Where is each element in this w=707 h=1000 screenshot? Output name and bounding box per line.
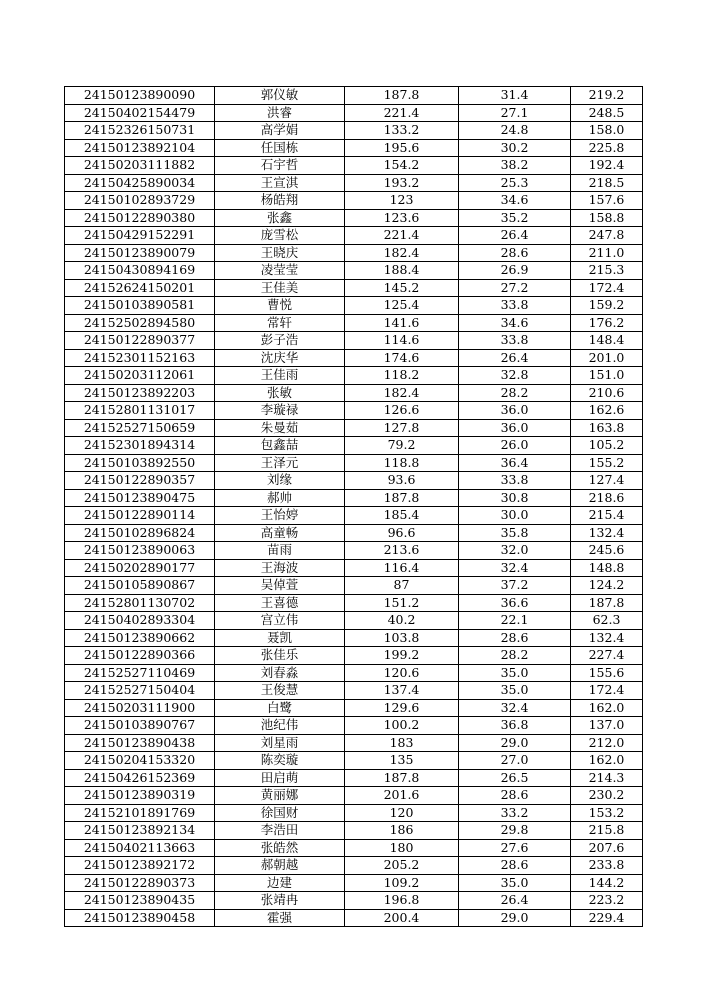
score-a-cell: 120.6	[345, 664, 459, 682]
candidate-id-cell: 24152801131017	[65, 402, 215, 420]
score-b-cell: 33.8	[459, 332, 571, 350]
table-row	[65, 752, 643, 770]
score-b-cell: 32.0	[459, 542, 571, 560]
table-row	[65, 857, 643, 875]
candidate-name-cell: 王喜德	[215, 594, 345, 612]
candidate-name-cell: 王海波	[215, 559, 345, 577]
score-b-cell: 25.3	[459, 174, 571, 192]
candidate-name-cell: 任国栋	[215, 139, 345, 157]
total-score-cell: 214.3	[571, 769, 643, 787]
score-a-cell: 187.8	[345, 489, 459, 507]
candidate-id-cell: 24150122890373	[65, 874, 215, 892]
candidate-name-cell: 刘星雨	[215, 734, 345, 752]
total-score-cell: 227.4	[571, 647, 643, 665]
candidate-id-cell: 24150123892104	[65, 139, 215, 157]
score-a-cell: 123	[345, 192, 459, 210]
table-row	[65, 437, 643, 455]
table-row	[65, 244, 643, 262]
total-score-cell: 159.2	[571, 297, 643, 315]
total-score-cell: 210.6	[571, 384, 643, 402]
candidate-id-cell: 24150123890090	[65, 87, 215, 105]
score-b-cell: 24.8	[459, 122, 571, 140]
score-b-cell: 31.4	[459, 87, 571, 105]
total-score-cell: 215.3	[571, 262, 643, 280]
candidate-name-cell: 白鹭	[215, 699, 345, 717]
total-score-cell: 219.2	[571, 87, 643, 105]
candidate-name-cell: 李璇禄	[215, 402, 345, 420]
table-row	[65, 472, 643, 490]
score-a-cell: 135	[345, 752, 459, 770]
score-a-cell: 103.8	[345, 629, 459, 647]
score-a-cell: 187.8	[345, 769, 459, 787]
score-a-cell: 79.2	[345, 437, 459, 455]
score-a-cell: 141.6	[345, 314, 459, 332]
candidate-id-cell: 24152527110469	[65, 664, 215, 682]
score-a-cell: 109.2	[345, 874, 459, 892]
candidate-name-cell: 田启萌	[215, 769, 345, 787]
table-row	[65, 734, 643, 752]
candidate-id-cell: 24150123890475	[65, 489, 215, 507]
table-row	[65, 454, 643, 472]
total-score-cell: 233.8	[571, 857, 643, 875]
total-score-cell: 162.0	[571, 752, 643, 770]
score-a-cell: 116.4	[345, 559, 459, 577]
candidate-id-cell: 24150204153320	[65, 752, 215, 770]
score-a-cell: 118.2	[345, 367, 459, 385]
candidate-name-cell: 聂凯	[215, 629, 345, 647]
candidate-id-cell: 24150122890380	[65, 209, 215, 227]
score-b-cell: 34.6	[459, 314, 571, 332]
total-score-cell: 247.8	[571, 227, 643, 245]
score-a-cell: 154.2	[345, 157, 459, 175]
total-score-cell: 176.2	[571, 314, 643, 332]
total-score-cell: 229.4	[571, 909, 643, 927]
candidate-name-cell: 刘缘	[215, 472, 345, 490]
table-row	[65, 822, 643, 840]
score-b-cell: 33.8	[459, 472, 571, 490]
candidate-id-cell: 24150123890458	[65, 909, 215, 927]
total-score-cell: 172.4	[571, 279, 643, 297]
table-row	[65, 122, 643, 140]
candidate-name-cell: 高学娟	[215, 122, 345, 140]
candidate-name-cell: 王佳美	[215, 279, 345, 297]
total-score-cell: 155.2	[571, 454, 643, 472]
score-a-cell: 133.2	[345, 122, 459, 140]
candidate-id-cell: 24152301894314	[65, 437, 215, 455]
score-b-cell: 28.2	[459, 647, 571, 665]
score-a-cell: 180	[345, 839, 459, 857]
candidate-name-cell: 苗雨	[215, 542, 345, 560]
candidate-name-cell: 霍强	[215, 909, 345, 927]
total-score-cell: 187.8	[571, 594, 643, 612]
candidate-id-cell: 24150123890079	[65, 244, 215, 262]
score-a-cell: 100.2	[345, 717, 459, 735]
score-a-cell: 118.8	[345, 454, 459, 472]
table-row	[65, 892, 643, 910]
candidate-name-cell: 张皓然	[215, 839, 345, 857]
score-b-cell: 28.6	[459, 629, 571, 647]
score-a-cell: 185.4	[345, 507, 459, 525]
score-b-cell: 37.2	[459, 577, 571, 595]
total-score-cell: 192.4	[571, 157, 643, 175]
candidate-name-cell: 包鑫喆	[215, 437, 345, 455]
candidate-id-cell: 24152301152163	[65, 349, 215, 367]
table-row	[65, 192, 643, 210]
table-row	[65, 542, 643, 560]
candidate-name-cell: 沈庆华	[215, 349, 345, 367]
score-a-cell: 174.6	[345, 349, 459, 367]
candidate-name-cell: 张靖冉	[215, 892, 345, 910]
table-row	[65, 157, 643, 175]
score-b-cell: 28.6	[459, 244, 571, 262]
total-score-cell: 132.4	[571, 629, 643, 647]
score-a-cell: 221.4	[345, 227, 459, 245]
candidate-id-cell: 24150402893304	[65, 612, 215, 630]
candidate-id-cell: 24150123890319	[65, 787, 215, 805]
score-table	[64, 86, 643, 927]
total-score-cell: 124.2	[571, 577, 643, 595]
table-row	[65, 227, 643, 245]
table-row	[65, 804, 643, 822]
candidate-id-cell: 24150203112061	[65, 367, 215, 385]
table-row	[65, 489, 643, 507]
score-a-cell: 201.6	[345, 787, 459, 805]
total-score-cell: 162.0	[571, 699, 643, 717]
table-row	[65, 139, 643, 157]
candidate-id-cell: 24150123890662	[65, 629, 215, 647]
candidate-id-cell: 24150123892203	[65, 384, 215, 402]
total-score-cell: 127.4	[571, 472, 643, 490]
table-row	[65, 104, 643, 122]
total-score-cell: 218.6	[571, 489, 643, 507]
score-b-cell: 22.1	[459, 612, 571, 630]
score-b-cell: 26.0	[459, 437, 571, 455]
candidate-name-cell: 张佳乐	[215, 647, 345, 665]
score-a-cell: 183	[345, 734, 459, 752]
score-b-cell: 26.4	[459, 892, 571, 910]
table-row	[65, 279, 643, 297]
table-row	[65, 174, 643, 192]
candidate-id-cell: 24150105890867	[65, 577, 215, 595]
table-row	[65, 787, 643, 805]
score-b-cell: 29.8	[459, 822, 571, 840]
total-score-cell: 230.2	[571, 787, 643, 805]
score-b-cell: 30.0	[459, 507, 571, 525]
score-a-cell: 196.8	[345, 892, 459, 910]
candidate-name-cell: 郝朝越	[215, 857, 345, 875]
candidate-name-cell: 王晓庆	[215, 244, 345, 262]
score-a-cell: 200.4	[345, 909, 459, 927]
score-a-cell: 151.2	[345, 594, 459, 612]
score-a-cell: 123.6	[345, 209, 459, 227]
score-b-cell: 36.0	[459, 419, 571, 437]
candidate-id-cell: 24150202890177	[65, 559, 215, 577]
table-row	[65, 839, 643, 857]
candidate-name-cell: 李浩田	[215, 822, 345, 840]
candidate-name-cell: 吴倬萱	[215, 577, 345, 595]
score-a-cell: 186	[345, 822, 459, 840]
table-row	[65, 717, 643, 735]
score-a-cell: 182.4	[345, 384, 459, 402]
candidate-name-cell: 边建	[215, 874, 345, 892]
score-b-cell: 30.2	[459, 139, 571, 157]
candidate-id-cell: 24150122890357	[65, 472, 215, 490]
score-b-cell: 36.0	[459, 402, 571, 420]
candidate-id-cell: 24150122890114	[65, 507, 215, 525]
total-score-cell: 245.6	[571, 542, 643, 560]
candidate-name-cell: 王佳雨	[215, 367, 345, 385]
candidate-name-cell: 张敏	[215, 384, 345, 402]
candidate-name-cell: 郝帅	[215, 489, 345, 507]
table-row	[65, 909, 643, 927]
candidate-id-cell: 24152527150659	[65, 419, 215, 437]
candidate-name-cell: 石宇哲	[215, 157, 345, 175]
candidate-id-cell: 24150122890366	[65, 647, 215, 665]
score-b-cell: 28.6	[459, 787, 571, 805]
score-a-cell: 93.6	[345, 472, 459, 490]
candidate-name-cell: 池纪伟	[215, 717, 345, 735]
score-a-cell: 195.6	[345, 139, 459, 157]
candidate-id-cell: 24150425890034	[65, 174, 215, 192]
candidate-name-cell: 杨皓翔	[215, 192, 345, 210]
candidate-name-cell: 陈奕璇	[215, 752, 345, 770]
total-score-cell: 62.3	[571, 612, 643, 630]
total-score-cell: 158.8	[571, 209, 643, 227]
candidate-id-cell: 24150402154479	[65, 104, 215, 122]
candidate-name-cell: 朱曼茹	[215, 419, 345, 437]
candidate-id-cell: 24152101891769	[65, 804, 215, 822]
score-a-cell: 213.6	[345, 542, 459, 560]
score-a-cell: 40.2	[345, 612, 459, 630]
candidate-id-cell: 24152801130702	[65, 594, 215, 612]
table-row	[65, 629, 643, 647]
candidate-id-cell: 24150103890581	[65, 297, 215, 315]
total-score-cell: 248.5	[571, 104, 643, 122]
score-b-cell: 38.2	[459, 157, 571, 175]
table-row	[65, 682, 643, 700]
total-score-cell: 225.8	[571, 139, 643, 157]
score-b-cell: 36.6	[459, 594, 571, 612]
table-row	[65, 297, 643, 315]
score-b-cell: 26.4	[459, 349, 571, 367]
candidate-id-cell: 24150430894169	[65, 262, 215, 280]
table-row	[65, 647, 643, 665]
candidate-id-cell: 24150123890435	[65, 892, 215, 910]
score-a-cell: 129.6	[345, 699, 459, 717]
candidate-id-cell: 24152624150201	[65, 279, 215, 297]
score-b-cell: 35.0	[459, 874, 571, 892]
total-score-cell: 148.4	[571, 332, 643, 350]
score-b-cell: 27.2	[459, 279, 571, 297]
total-score-cell: 158.0	[571, 122, 643, 140]
candidate-name-cell: 黄丽娜	[215, 787, 345, 805]
candidate-name-cell: 高童畅	[215, 524, 345, 542]
score-a-cell: 125.4	[345, 297, 459, 315]
score-a-cell: 120	[345, 804, 459, 822]
candidate-id-cell: 24152326150731	[65, 122, 215, 140]
score-b-cell: 33.2	[459, 804, 571, 822]
table-row	[65, 402, 643, 420]
candidate-id-cell: 24150123890438	[65, 734, 215, 752]
score-a-cell: 193.2	[345, 174, 459, 192]
score-b-cell: 32.4	[459, 559, 571, 577]
table-row	[65, 612, 643, 630]
score-b-cell: 30.8	[459, 489, 571, 507]
total-score-cell: 172.4	[571, 682, 643, 700]
score-a-cell: 199.2	[345, 647, 459, 665]
table-row	[65, 874, 643, 892]
candidate-id-cell: 24150122890377	[65, 332, 215, 350]
candidate-id-cell: 24150123892134	[65, 822, 215, 840]
table-row	[65, 367, 643, 385]
table-row	[65, 594, 643, 612]
candidate-name-cell: 郭仪敏	[215, 87, 345, 105]
score-a-cell: 187.8	[345, 87, 459, 105]
table-row	[65, 209, 643, 227]
total-score-cell: 105.2	[571, 437, 643, 455]
score-b-cell: 29.0	[459, 909, 571, 927]
total-score-cell: 148.8	[571, 559, 643, 577]
table-row	[65, 349, 643, 367]
score-a-cell: 114.6	[345, 332, 459, 350]
candidate-id-cell: 24150123892172	[65, 857, 215, 875]
score-a-cell: 182.4	[345, 244, 459, 262]
total-score-cell: 157.6	[571, 192, 643, 210]
total-score-cell: 153.2	[571, 804, 643, 822]
candidate-id-cell: 24150402113663	[65, 839, 215, 857]
score-a-cell: 145.2	[345, 279, 459, 297]
table-row	[65, 262, 643, 280]
total-score-cell: 151.0	[571, 367, 643, 385]
score-b-cell: 28.6	[459, 857, 571, 875]
table-row	[65, 699, 643, 717]
score-a-cell: 137.4	[345, 682, 459, 700]
candidate-id-cell: 24150426152369	[65, 769, 215, 787]
score-b-cell: 36.4	[459, 454, 571, 472]
total-score-cell: 215.8	[571, 822, 643, 840]
score-a-cell: 96.6	[345, 524, 459, 542]
score-a-cell: 221.4	[345, 104, 459, 122]
candidate-id-cell: 24150102893729	[65, 192, 215, 210]
candidate-id-cell: 24150102896824	[65, 524, 215, 542]
total-score-cell: 137.0	[571, 717, 643, 735]
candidate-name-cell: 刘春淼	[215, 664, 345, 682]
candidate-id-cell: 24152502894580	[65, 314, 215, 332]
total-score-cell: 212.0	[571, 734, 643, 752]
total-score-cell: 155.6	[571, 664, 643, 682]
table-row	[65, 314, 643, 332]
score-b-cell: 27.1	[459, 104, 571, 122]
candidate-name-cell: 宫立伟	[215, 612, 345, 630]
candidate-name-cell: 彭子浩	[215, 332, 345, 350]
score-b-cell: 33.8	[459, 297, 571, 315]
candidate-id-cell: 24150103892550	[65, 454, 215, 472]
total-score-cell: 218.5	[571, 174, 643, 192]
table-row	[65, 559, 643, 577]
score-b-cell: 35.0	[459, 682, 571, 700]
total-score-cell: 144.2	[571, 874, 643, 892]
total-score-cell: 162.6	[571, 402, 643, 420]
total-score-cell: 201.0	[571, 349, 643, 367]
table-row	[65, 664, 643, 682]
candidate-name-cell: 王俊慧	[215, 682, 345, 700]
candidate-id-cell: 24152527150404	[65, 682, 215, 700]
score-b-cell: 35.0	[459, 664, 571, 682]
score-b-cell: 35.8	[459, 524, 571, 542]
total-score-cell: 215.4	[571, 507, 643, 525]
candidate-name-cell: 王怡婷	[215, 507, 345, 525]
score-b-cell: 36.8	[459, 717, 571, 735]
table-row	[65, 524, 643, 542]
score-b-cell: 32.8	[459, 367, 571, 385]
table-row	[65, 577, 643, 595]
table-row	[65, 769, 643, 787]
score-b-cell: 29.0	[459, 734, 571, 752]
score-a-cell: 126.6	[345, 402, 459, 420]
score-b-cell: 26.5	[459, 769, 571, 787]
score-table-body	[65, 87, 643, 927]
candidate-id-cell: 24150203111882	[65, 157, 215, 175]
candidate-name-cell: 张鑫	[215, 209, 345, 227]
score-b-cell: 27.0	[459, 752, 571, 770]
score-a-cell: 87	[345, 577, 459, 595]
candidate-name-cell: 徐国财	[215, 804, 345, 822]
score-b-cell: 32.4	[459, 699, 571, 717]
candidate-name-cell: 凌莹莹	[215, 262, 345, 280]
candidate-name-cell: 曹悦	[215, 297, 345, 315]
table-row	[65, 507, 643, 525]
total-score-cell: 163.8	[571, 419, 643, 437]
score-a-cell: 188.4	[345, 262, 459, 280]
table-row	[65, 384, 643, 402]
score-b-cell: 26.9	[459, 262, 571, 280]
table-row	[65, 87, 643, 105]
total-score-cell: 223.2	[571, 892, 643, 910]
candidate-name-cell: 王泽元	[215, 454, 345, 472]
candidate-name-cell: 王宣淇	[215, 174, 345, 192]
total-score-cell: 211.0	[571, 244, 643, 262]
total-score-cell: 132.4	[571, 524, 643, 542]
table-row	[65, 332, 643, 350]
score-a-cell: 127.8	[345, 419, 459, 437]
score-b-cell: 26.4	[459, 227, 571, 245]
candidate-name-cell: 洪睿	[215, 104, 345, 122]
score-a-cell: 205.2	[345, 857, 459, 875]
score-b-cell: 34.6	[459, 192, 571, 210]
candidate-id-cell: 24150429152291	[65, 227, 215, 245]
candidate-name-cell: 常轩	[215, 314, 345, 332]
table-row	[65, 419, 643, 437]
score-b-cell: 35.2	[459, 209, 571, 227]
score-b-cell: 27.6	[459, 839, 571, 857]
candidate-id-cell: 24150103890767	[65, 717, 215, 735]
candidate-id-cell: 24150203111900	[65, 699, 215, 717]
candidate-id-cell: 24150123890063	[65, 542, 215, 560]
total-score-cell: 207.6	[571, 839, 643, 857]
score-b-cell: 28.2	[459, 384, 571, 402]
candidate-name-cell: 庞雪松	[215, 227, 345, 245]
